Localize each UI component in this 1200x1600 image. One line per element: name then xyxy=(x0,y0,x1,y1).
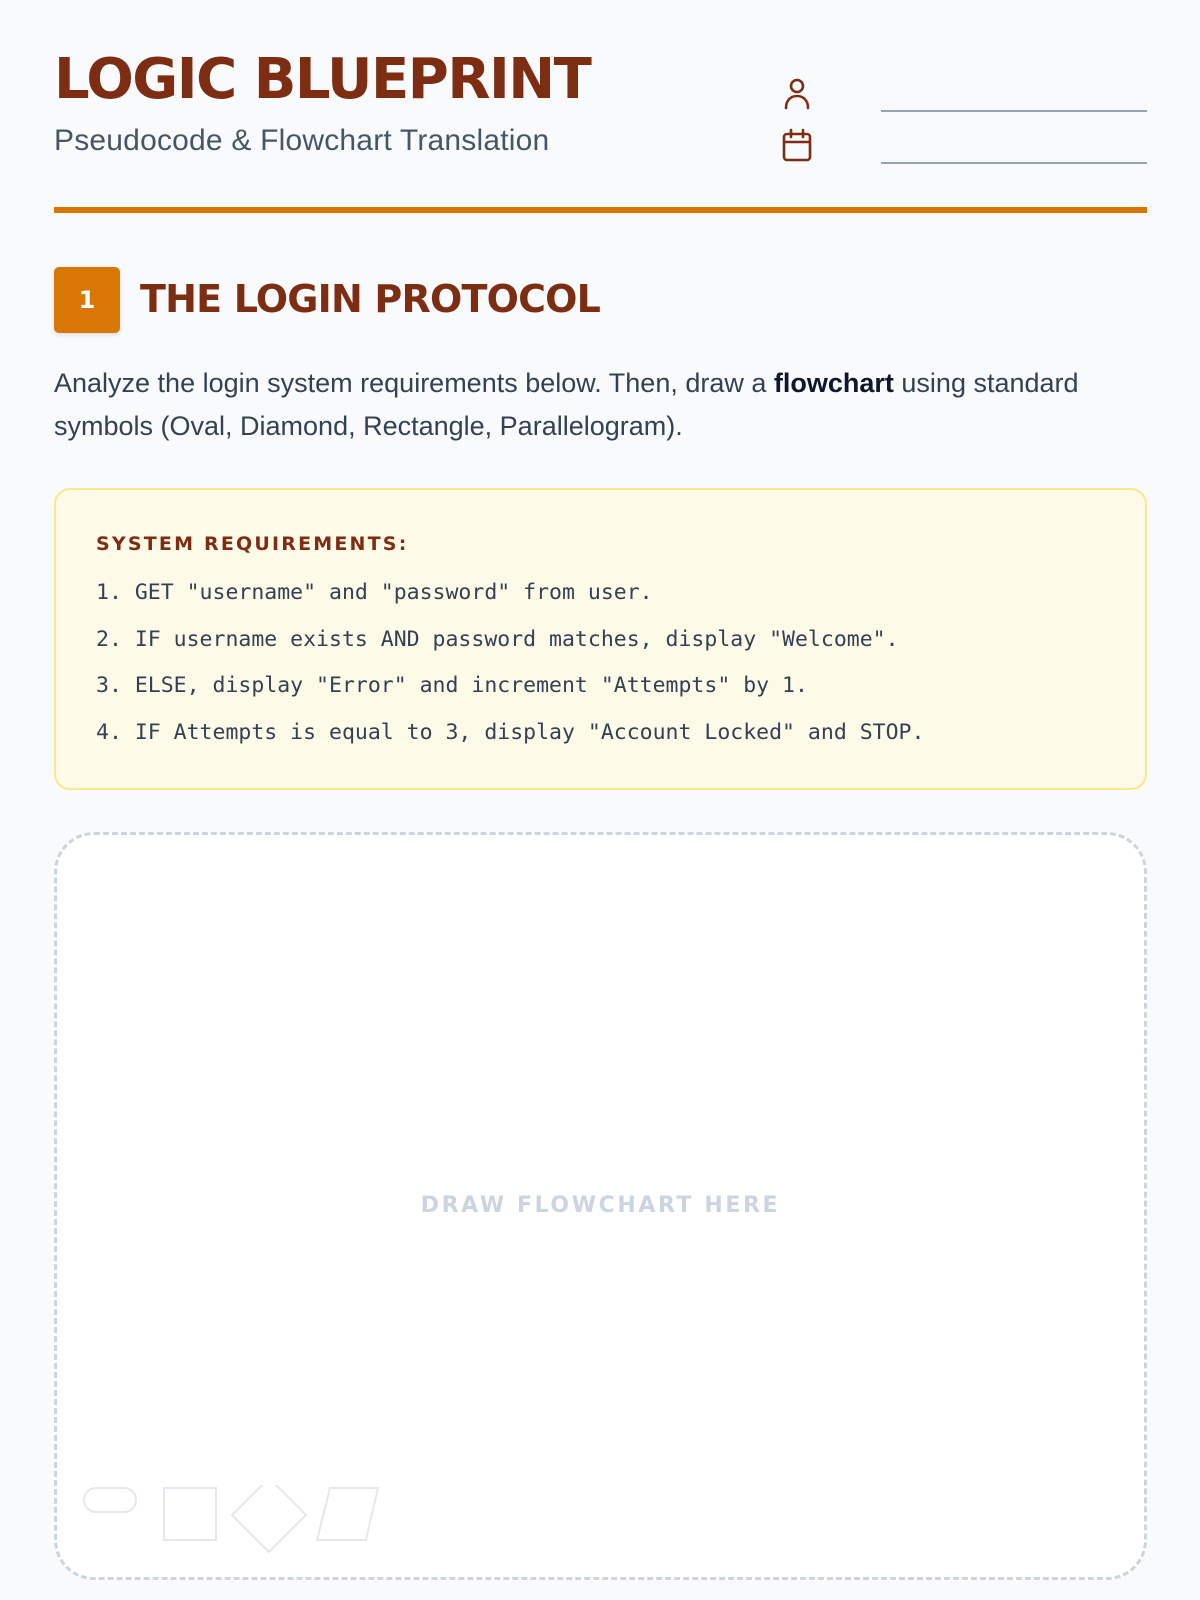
rectangle-icon xyxy=(164,1488,216,1540)
name-field[interactable] xyxy=(781,76,1147,116)
requirements-title: SYSTEM REQUIREMENTS: xyxy=(96,533,409,555)
user-icon xyxy=(781,76,813,112)
page-title: LOGIC BLUEPRINT xyxy=(54,47,591,112)
flowchart-drawing-area[interactable] xyxy=(54,832,1147,1580)
flowchart-symbol-legend xyxy=(82,1485,392,1565)
drawing-area-label: DRAW FLOWCHART HERE xyxy=(420,1193,781,1218)
requirements-box xyxy=(54,488,1147,790)
worksheet-page xyxy=(54,0,1147,1218)
section-title: THE LOGIN PROTOCOL xyxy=(140,277,601,321)
instructions-lead: Analyze the login system requirements below. Then, draw a xyxy=(54,368,774,398)
instructions-text xyxy=(54,362,1147,448)
requirement-item: 2. IF username exists AND password matches, display "Welcome". xyxy=(96,626,899,652)
date-line[interactable] xyxy=(881,162,1147,164)
section-number-badge: 1 xyxy=(54,267,120,333)
requirement-item: 1. GET "username" and "password" from user. xyxy=(96,580,653,605)
oval-icon xyxy=(84,1488,136,1512)
worksheet-header xyxy=(54,0,1147,214)
diamond-icon xyxy=(232,1485,306,1552)
requirement-item: 4. IF Attempts is equal to 3, display "Account Locked" and STOP. xyxy=(96,719,925,745)
name-line[interactable] xyxy=(881,110,1147,112)
parallelogram-icon xyxy=(317,1488,378,1540)
header-divider xyxy=(54,207,1147,213)
page-subtitle: Pseudocode & Flowchart Translation xyxy=(54,124,550,157)
requirements-list xyxy=(96,570,924,756)
instructions-emphasis: flowchart xyxy=(773,368,894,398)
date-field[interactable] xyxy=(781,128,1147,168)
calendar-icon xyxy=(781,128,813,164)
requirement-item: 3. ELSE, display "Error" and increment "Attempts" by 1. xyxy=(96,673,808,698)
instructions-tail: using standard symbols (Oval, Diamond, Rectangle, Parallelogram). xyxy=(54,368,1079,441)
